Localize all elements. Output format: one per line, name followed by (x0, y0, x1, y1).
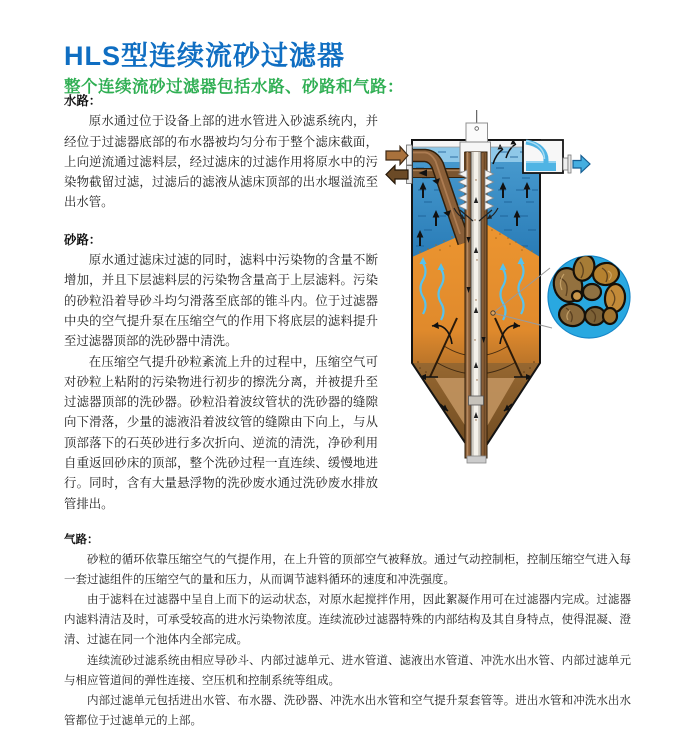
clean-water-outlet-arrow-icon (573, 156, 590, 173)
page-title: HLS型连续流砂过滤器 (64, 41, 345, 72)
air-paragraph-1: 砂粒的循环依靠压缩空气的气提作用，在上升管的顶部空气被释放。通过气动控制柜，控制压缩空气进入每一套过滤组件的压缩空气的量和压力，从而调节滤料循环的速度和冲洗强度。 (64, 554, 631, 587)
tube-coupling (469, 396, 484, 405)
sand-filter-illustration (380, 100, 684, 530)
outlet-stub (563, 158, 568, 170)
sand-paragraph-2: 在压缩空气提升砂粒紊流上升的过程中，压缩空气可对砂粒上粘附的污染物进行初步的擦洗分离，并被提升至过滤器顶部的洗砂器。砂粒沿着波纹管状的洗砂器的缝隙向下滑落，少量的滤液沿着波纹管的缝隙由下向上，与从顶部落下的石英砂进行多次折向、逆流的清洗，净砂利用自重返回砂床的顶部，整个洗砂过程一直连续、缓慢地进行。同时，含有大量悬浮物的洗砂废水通过洗砂废水排放管排出。 (64, 354, 378, 511)
section-label-air: 气路： (64, 534, 99, 546)
left-text-column (64, 91, 378, 514)
sand-filter-diagram (380, 100, 684, 530)
air-paragraph-4: 内部过滤单元包括进出水管、布水器、洗砂器、冲洗水出水管和空气提升泵套管等。进出水管和冲洗水出水管都位于过滤单元的上部。 (64, 694, 631, 727)
waste-water-outlet-arrow-icon (386, 166, 408, 184)
air-paragraph-3: 连续流砂过滤系统由相应导砂斗、内部过滤单元、进水管道、滤液出水管道、冲洗水出水管、内部过滤单元与相应管道间的弹性连接、空压机和控制系统等组成。 (64, 654, 631, 687)
water-paragraph: 原水通过位于设备上部的进水管进入砂滤系统内，并经位于过滤器底部的布水器被均匀分布于整个滤床截面，上向逆流通过滤料层，经过滤床的过滤作用将原水中的污染物截留过滤，过滤后的滤液从滤床顶部的出水堰溢流至出水管。 (64, 114, 378, 210)
section-label-sand: 砂路： (64, 232, 102, 247)
page-subtitle: 整个连续流砂过滤器包括水路、砂路和气路： (64, 77, 404, 96)
outlet-weir (523, 140, 571, 173)
raw-water-inlet-arrow-icon (386, 147, 408, 165)
bottom-text-column (64, 530, 631, 731)
vent-valve (475, 127, 479, 131)
bottom-base (467, 456, 486, 463)
sand-paragraph-1: 原水通过滤床过滤的同时，滤料中污染物的含量不断增加，并且下层滤料层的污染物含量高于上层滤料。污染的砂粒沿着导砂斗均匀滑落至底部的锥斗内。位于过滤器中央的空气提升泵在压缩空气的作用下将底层的滤料提升至过滤器顶部的洗砂器中清洗。 (64, 253, 378, 349)
callout-grain-dot (491, 311, 495, 315)
section-label-water: 水路： (64, 94, 102, 108)
air-paragraph-2: 由于滤料在过滤器中呈自上而下的运动状态，对原水起搅拌作用，因此絮凝作用可在过滤器内完成。过滤器内滤料清洁及时，可承受较高的进水污染物浓度。连续流砂过滤器特殊的内部结构及其自身特点，使得混凝、澄清、过滤在同一个池体内全部完成。 (64, 594, 631, 647)
outlet-flange (568, 155, 571, 173)
